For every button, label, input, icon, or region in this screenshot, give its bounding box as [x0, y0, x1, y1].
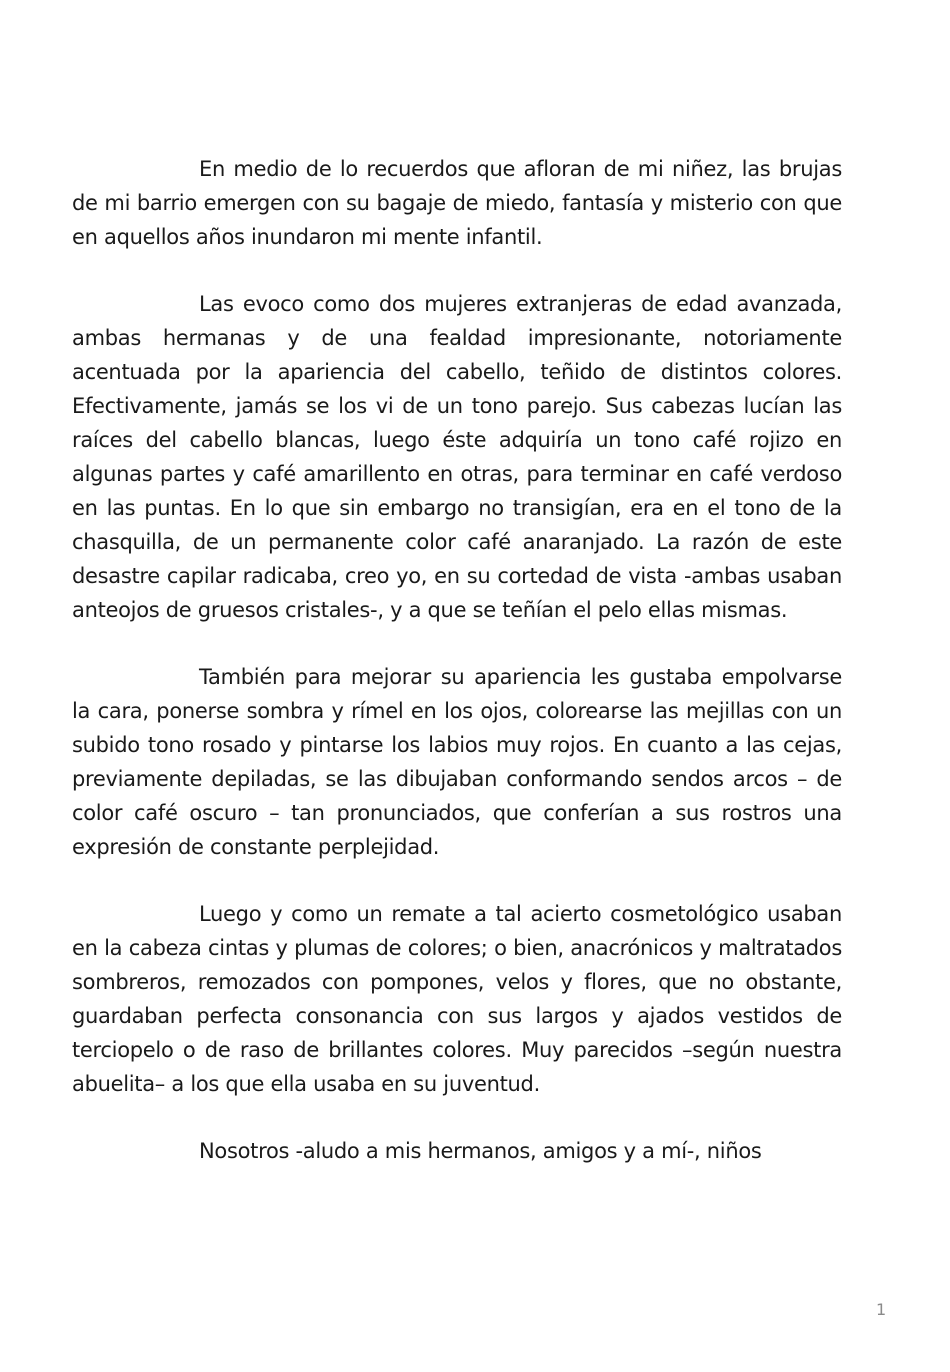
paragraph-1: En medio de lo recuerdos que afloran de mi niñez, las brujas de mi barrio emergen con su bagaje de miedo, fantasía y misterio con que en aquellos años inundaron mi mente infantil.: [72, 157, 842, 249]
paragraph-3: También para mejorar su apariencia les gustaba empolvarse la cara, ponerse sombra y rímel en los ojos, colorearse las mejillas con un subido tono rosado y pintarse los labios muy rojos. En cuanto a las cejas, previamente depiladas, se las dibujaban conformando sendos arcos – de color café oscuro – tan pronunciados, que conferían a sus rostros una expresión de constante perplejidad.: [72, 665, 842, 859]
paragraph-4: Luego y como un remate a tal acierto cosmetológico usaban en la cabeza cintas y plumas de colores; o bien, anacrónicos y maltratados sombreros, remozados con pompones, velos y flores, que no obstante, guardaban perfecta consonancia con sus largos y ajados vestidos de terciopelo o de raso de brillantes colores. Muy parecidos –según nuestra abuelita– a los que ella usaba en su juventud.: [72, 902, 842, 1096]
body-text: [72, 152, 842, 1168]
paragraph-5: Nosotros -aludo a mis hermanos, amigos y a mí-, niños: [199, 1139, 762, 1163]
paragraph-2: Las evoco como dos mujeres extranjeras de edad avanzada, ambas hermanas y de una fealdad impresionante, notoriamente acentuada por la apariencia del cabello, teñido de distintos colores. Efectivamente, jamás se los vi de un tono parejo. Sus cabezas lucían las raíces del cabello blancas, luego éste adquiría un tono café rojizo en algunas partes y café amarillento en otras, para terminar en café verdoso en las puntas. En lo que sin embargo no transigían, era en el tono de la chasquilla, de un permanente color café anaranjado. La razón de este desastre capilar radicaba, creo yo, en su cortedad de vista -ambas usaban anteojos de gruesos cristales-, y a que se teñían el pelo ellas mismas.: [72, 292, 842, 622]
page-number: 1: [876, 1300, 887, 1319]
